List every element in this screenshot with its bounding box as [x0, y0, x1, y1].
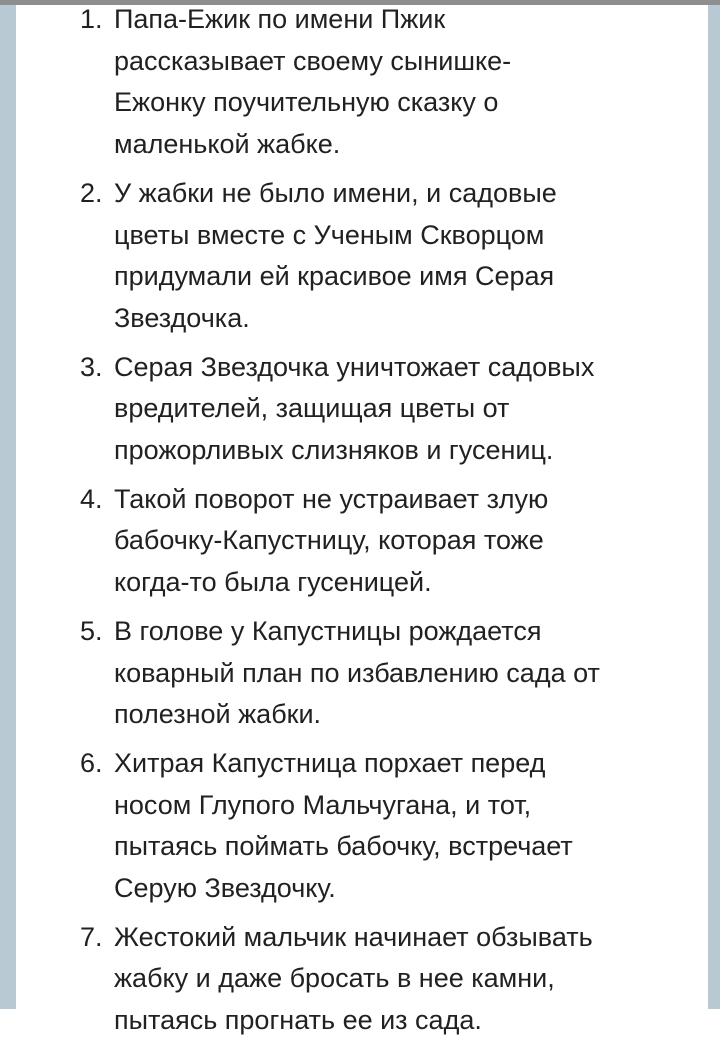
list-item — [80, 917, 700, 1042]
list-item-text: Хитрая Капустница порхает перед носом Глупого Мальчугана, и тот, пытаясь поймать бабочку, встречает Серую Звездочку. — [114, 747, 573, 904]
document-card — [16, 4, 708, 1036]
list-item — [80, 347, 700, 472]
list-item-number: 4. — [80, 483, 103, 514]
list-item-text: Серая Звездочка уничтожает садовых вредителей, защищая цветы от прожорливых слизняков и гусениц. — [114, 351, 595, 466]
list-item — [80, 743, 700, 910]
list-item-number: 1. — [80, 4, 103, 34]
left-background-strip — [0, 5, 16, 1009]
list-item-number: 6. — [80, 747, 103, 778]
list-item — [80, 479, 700, 604]
list-item-text: В голове у Капустницы рождается коварный план по избавлению сада от полезной жабки. — [114, 615, 600, 730]
numbered-list — [80, 0, 700, 1049]
list-item-text: Жестокий мальчик начинает обзывать жабку и даже бросать в нее камни, пытаясь прогнать ее из сада. — [114, 921, 593, 1036]
list-item-text: Папа-Ежик по имени Пжик рассказывает своему сынишке- Ежонку поучительную сказку о маленькой жабке. — [114, 4, 512, 160]
list-item — [80, 0, 700, 166]
list-item-number: 2. — [80, 177, 103, 208]
list-item — [80, 611, 700, 736]
list-item-text: Такой поворот не устраивает злую бабочку-Капустницу, которая тоже когда-то была гусеницей. — [114, 483, 549, 598]
list-item-number: 5. — [80, 615, 103, 646]
list-item — [80, 173, 700, 340]
list-item-text: У жабки не было имени, и садовые цветы вместе с Ученым Скворцом придумали ей красивое имя Серая Звездочка. — [114, 177, 557, 333]
list-item-number: 3. — [80, 351, 103, 382]
list-item-number: 7. — [80, 921, 103, 952]
right-background-strip — [708, 5, 720, 1009]
